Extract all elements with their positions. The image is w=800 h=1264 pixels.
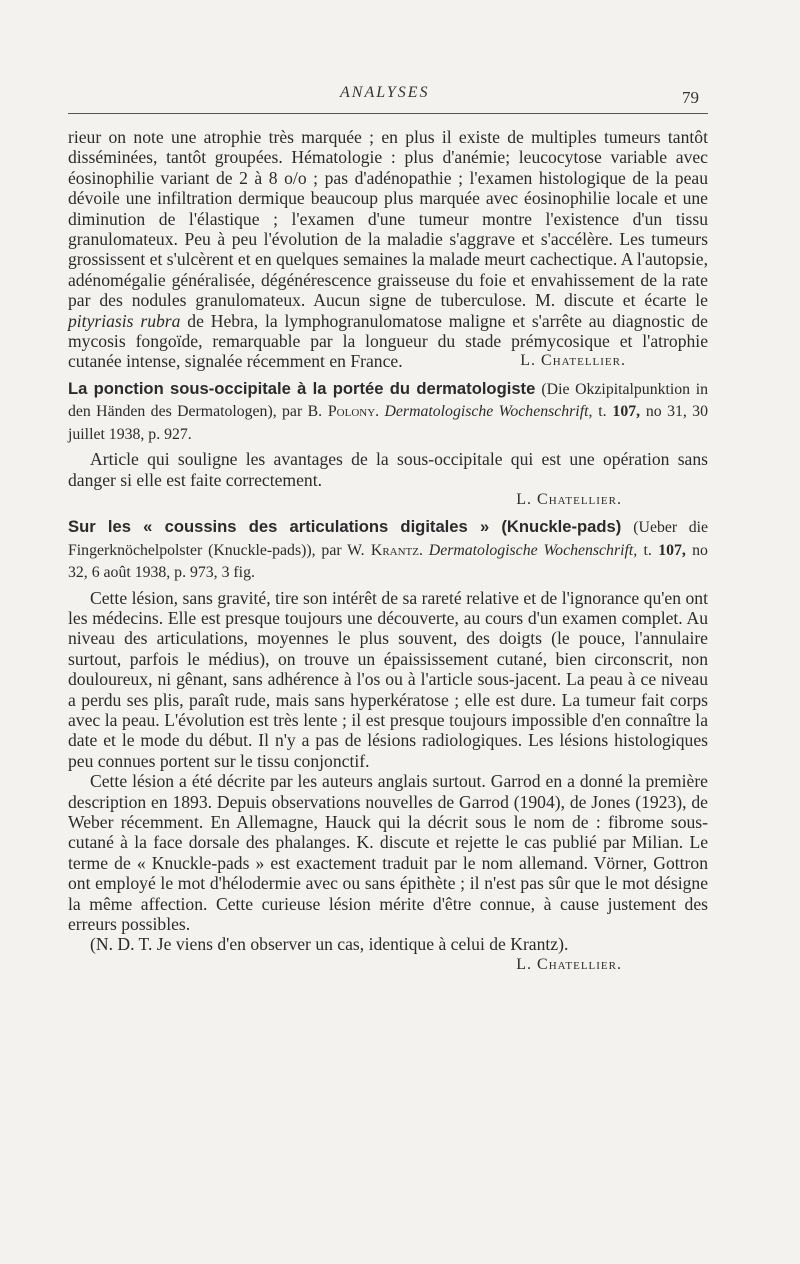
header-rule bbox=[68, 113, 708, 114]
article2-signature: L. Chatellier. bbox=[516, 490, 622, 508]
page-number: 79 bbox=[682, 88, 699, 107]
article1-paragraph: rieur on note une atrophie très marquée ; en plus il existe de multiples tumeurs tantôt disséminées, tantôt groupées. Hématologie : plus d'anémie; leucocytose variable avec éosinophilie variant de 2 à 8 o/o ; pas d'adénopathie ; l'examen histologique de la peau dévoile une infiltration dermique beaucoup plus marquée avec éosinophilie locale et une diminution de l'élastique ; l'examen d'une tumeur montre l'existence d'un tissu granulomateux. Peu à peu l'évolution de la maladie s'aggrave et s'accélère. Les tumeurs grossissent et s'ulcèrent et en quelques semaines la malade meurt cachectique. A l'autopsie, adénomégalie généralisée, dégénérescence graisseuse du foie et envahissement de la rate par des nodules granulomateux. Aucun signe de tuberculose. M. discute et écarte le pityriasis rubra de Hebra, la lymphogranulomatose maligne et s'arrête au diagnostic de mycosis fongoïde, remarquable par la longueur du stade prémycosique et l'atrophie cutanée intense, signalée récemment en France. bbox=[68, 127, 708, 372]
article3-heading: Sur les « coussins des articulations digitales » (Knuckle-pads) (Ueber die Fingerknöchelpolster (Knuckle-pads)), par W. Krantz. Dermatologische Wochenschrift, t. 107, no 32, 6 août 1938, p. 973, 3 fig. bbox=[68, 517, 708, 582]
article3-paragraph-1: Cette lésion, sans gravité, tire son intérêt de sa rareté relative et de l'ignorance qu'en ont les médecins. Elle est presque toujours une découverte, au cours d'un examen complet. Au niveau des articulations, moyennes le plus souvent, des doigts (le pouce, l'annulaire surtout, parfois le médius), on trouve un épaississement cutané, bien circonscrit, non douloureux, ni gênant, sans adhérence à l'os ou à l'article sous-jacent. La peau à ce niveau a perdu ses plis, paraît rude, mais sans hyperkératose ; elle est dure. La tumeur fait corps avec la peau. L'évolution est très lente ; il est presque toujours impossible d'en connaître la date et le mode du début. Il n'y a pas de lésions radiologiques. Les lésions histologiques peu connues portent sur le tissu conjonctif. bbox=[68, 587, 708, 771]
article3-author: Krantz bbox=[370, 541, 419, 559]
article3-paragraph-2: Cette lésion a été décrite par les auteurs anglais surtout. Garrod en a donné la première description en 1893. Depuis observations nouvelles de Garrod (1904), de Jones (1923), de Weber récemment. En Allemagne, Hauck qui la décrit sous le nom de : fibrome sous-cutané à la face dorsale des phalanges. K. discute et rejette le cas publié par Milian. Le terme de « Knuckle-pads » est exactement traduit par le nom allemand. Vörner, Gottron ont employé le mot d'hélodermie avec ou sans épithète ; il n'est pas sûr que le mot désigne la même affection. Cette curieuse lésion mérite d'être connue, à cause justement des erreurs possibles. bbox=[68, 771, 708, 935]
article2-paragraph: Article qui souligne les avantages de la sous-occipitale qui est une opération sans danger si elle est faite correctement. bbox=[68, 449, 708, 490]
article2-journal: Dermatologische Wochenschrift, bbox=[384, 403, 593, 421]
article3-paragraph-3: (N. D. T. Je viens d'en observer un cas, identique à celui de Krantz). bbox=[90, 934, 569, 955]
article2-author: Polony bbox=[327, 403, 376, 421]
running-title: ANALYSES bbox=[340, 84, 430, 101]
article2-title: La ponction sous-occipitale à la portée du dermatologiste bbox=[68, 378, 536, 398]
article2-heading: La ponction sous-occipitale à la portée du dermatologiste (Die Okzipitalpunktion in den Händen des Dermatologen), par B. Polony. Dermatologische Wochenschrift, t. 107, no 31, 30 juillet 1938, p. 927. bbox=[68, 378, 708, 443]
article3-signature: L. Chatellier. bbox=[516, 955, 622, 973]
article3-title: Sur les « coussins des articulations digitales » (Knuckle-pads) bbox=[68, 517, 622, 537]
article1-signature: L. Chatellier. bbox=[520, 352, 626, 370]
page-body bbox=[68, 127, 708, 975]
article3-journal: Dermatologische Wochenschrift, bbox=[428, 541, 638, 559]
italic-term: pityriasis rubra bbox=[68, 310, 181, 331]
page-header bbox=[0, 84, 800, 107]
